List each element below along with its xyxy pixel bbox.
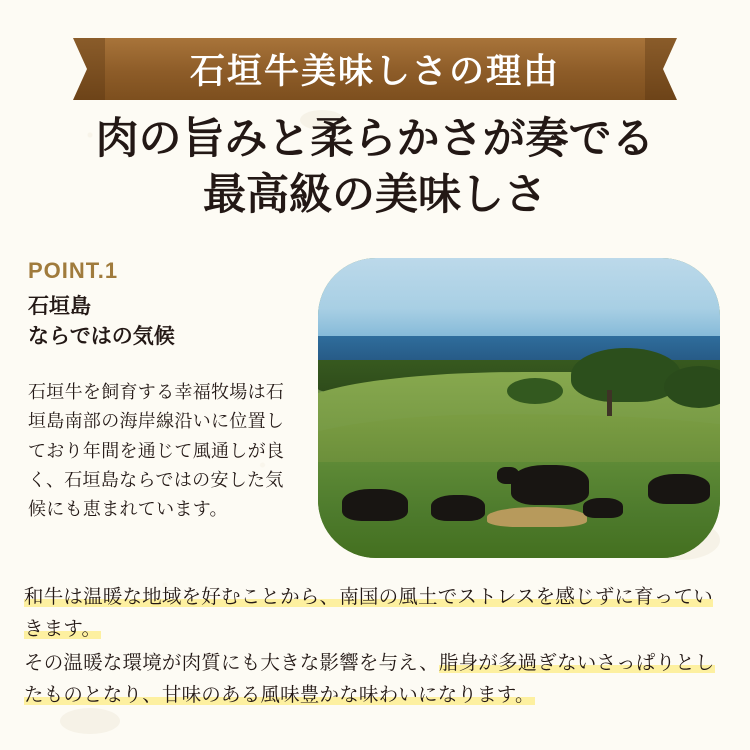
headline-line-1: 肉の旨みと柔らかさが奏でる bbox=[95, 114, 655, 164]
point-heading-line-1: 石垣島 bbox=[28, 295, 91, 318]
texture-blob bbox=[60, 708, 120, 734]
photo-hay-pile bbox=[487, 507, 587, 527]
headline-line-2: 最高級の美味しさ bbox=[203, 169, 547, 220]
paragraph-2 bbox=[24, 648, 730, 711]
paragraph-2-plain: その温暖な環境が肉質にも大きな影響を与え、 bbox=[24, 652, 439, 674]
photo-cow bbox=[583, 498, 623, 518]
ribbon-tail-left bbox=[73, 38, 105, 100]
paragraph-1 bbox=[24, 582, 730, 645]
photo-cow bbox=[431, 495, 485, 521]
point-body-text: 石垣牛を飼育する幸福牧場は石垣島南部の海岸線沿いに位置しており年間を通じて風通しが良く、石垣島ならではの安した気候にも恵まれています。 bbox=[28, 382, 285, 520]
ribbon-tail-right bbox=[645, 38, 677, 100]
paragraph-2-highlight: 脂身が多過ぎないさっぱりとしたものとなり、甘味のある風味豊かな味わいになります。 bbox=[24, 652, 715, 706]
ribbon-banner bbox=[0, 38, 750, 100]
photo-tree bbox=[507, 378, 563, 404]
headline bbox=[0, 112, 750, 224]
photo-cow bbox=[648, 474, 710, 504]
ribbon-body bbox=[105, 38, 645, 100]
point-heading bbox=[28, 292, 308, 353]
photo-cow bbox=[342, 489, 408, 521]
pasture-photo bbox=[318, 258, 720, 558]
photo-tree bbox=[571, 348, 681, 402]
point-label: POINT.1 bbox=[28, 258, 119, 283]
photo-sky bbox=[318, 258, 720, 342]
point-heading-line-2: ならではの気候 bbox=[28, 325, 175, 349]
photo-tree-trunk bbox=[607, 390, 612, 416]
paragraph-1-highlight: 和牛は温暖な地域を好むことから、南国の風土でストレスを感じずに育っていきます。 bbox=[24, 586, 713, 640]
photo-cow bbox=[511, 465, 589, 505]
banner-title: 石垣牛美味しさの理由 bbox=[189, 51, 560, 92]
